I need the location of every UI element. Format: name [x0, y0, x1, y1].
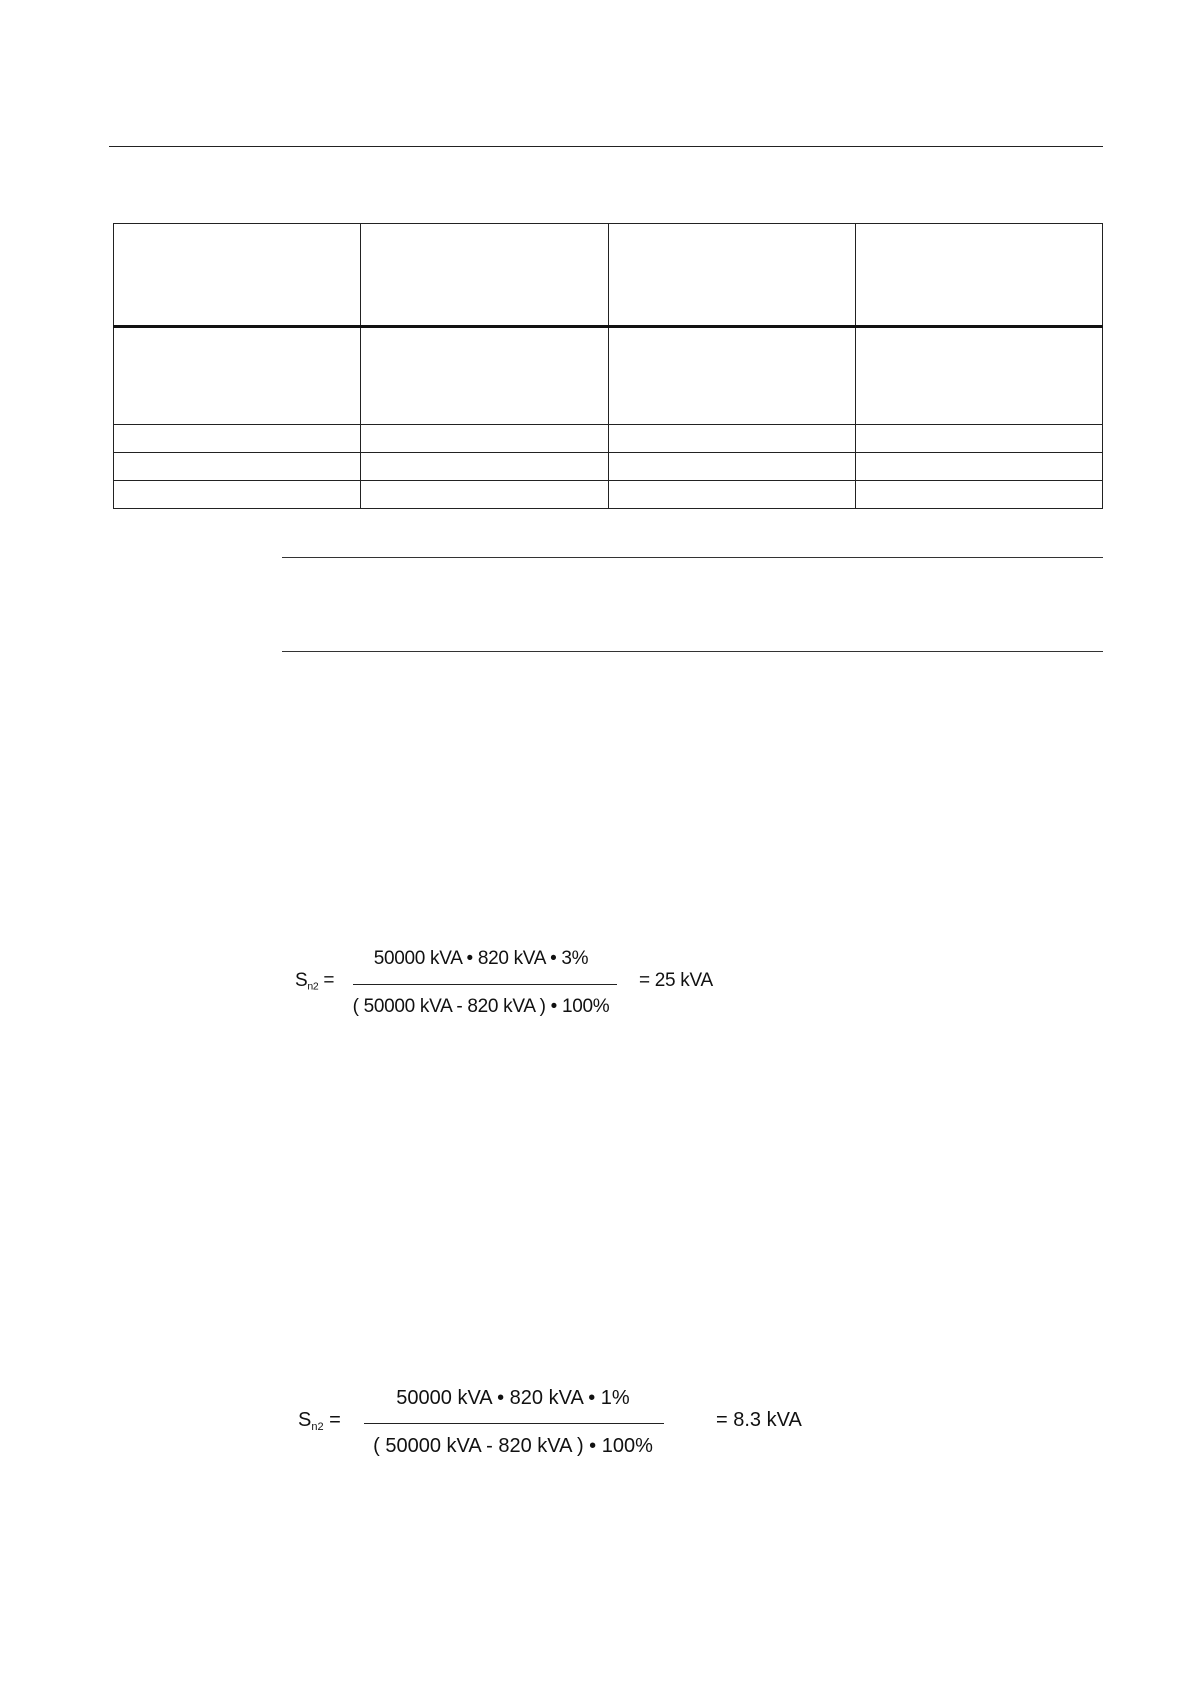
- formula-numerator: 50000 kVA • 820 kVA • 3%: [373, 948, 589, 969]
- table-cell: [114, 425, 361, 453]
- formula-symbol: S: [295, 970, 308, 991]
- table-cell: [855, 425, 1102, 453]
- formula-lhs: [298, 1409, 341, 1433]
- fraction-bar: [364, 1423, 664, 1424]
- table-row: [114, 425, 1103, 453]
- table-header-cell: [855, 224, 1102, 327]
- table-cell: [855, 481, 1102, 509]
- table-row: [114, 327, 1103, 425]
- formula-denominator: ( 50000 kVA - 820 kVA ) • 100%: [373, 1435, 653, 1457]
- formula-denominator: ( 50000 kVA - 820 kVA ) • 100%: [352, 996, 610, 1017]
- table-cell: [855, 453, 1102, 481]
- table-header-cell: [114, 224, 361, 327]
- formula-subscript: n2: [311, 1420, 324, 1433]
- header-rule: [109, 146, 1103, 147]
- table-cell: [855, 327, 1102, 425]
- table-cell: [361, 327, 608, 425]
- table-cell: [608, 425, 855, 453]
- fraction-bar: [353, 984, 617, 985]
- table-header-cell: [361, 224, 608, 327]
- table-cell: [114, 481, 361, 509]
- table-row: [114, 481, 1103, 509]
- formula-equals: =: [323, 1409, 341, 1431]
- formula-lhs: [295, 970, 334, 993]
- table-header-cell: [608, 224, 855, 327]
- note-top-rule: [282, 557, 1103, 558]
- table-cell: [114, 453, 361, 481]
- table-header-row: [114, 224, 1103, 327]
- table-cell: [114, 327, 361, 425]
- formula-symbol: S: [298, 1409, 312, 1431]
- table-row: [114, 453, 1103, 481]
- formula-result: = 8.3 kVA: [716, 1409, 802, 1431]
- formula-equals: =: [318, 970, 335, 991]
- formula-numerator: 50000 kVA • 820 kVA • 1%: [396, 1387, 630, 1409]
- formula-3-percent: [295, 948, 735, 1028]
- table-cell: [361, 481, 608, 509]
- data-table: [113, 223, 1103, 509]
- table-cell: [608, 327, 855, 425]
- formula-subscript: n2: [307, 981, 319, 993]
- table-cell: [608, 481, 855, 509]
- note-bottom-rule: [282, 651, 1103, 652]
- table-cell: [361, 453, 608, 481]
- table-cell: [608, 453, 855, 481]
- formula-result: = 25 kVA: [639, 970, 713, 991]
- table-cell: [361, 425, 608, 453]
- formula-1-percent: [298, 1387, 818, 1467]
